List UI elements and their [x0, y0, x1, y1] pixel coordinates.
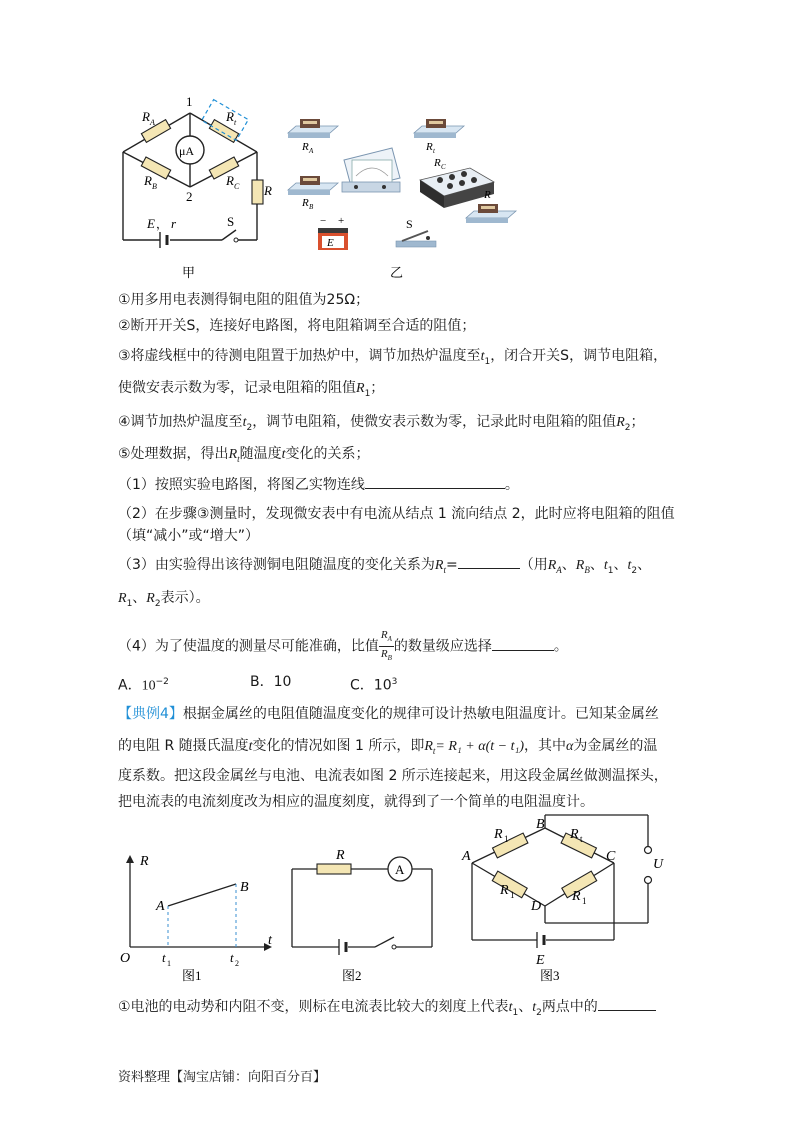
- fig3-label-R1a: R: [494, 827, 503, 842]
- caption-jia: 甲: [182, 265, 196, 280]
- step-3-text-a: ③将虚线框中的待测电阻置于加热炉中，调节加热炉温度至: [118, 348, 481, 364]
- example4-text-1: 根据金属丝的电阻值随温度变化的规律可设计热敏电阻温度计。已知某金属丝: [182, 706, 659, 722]
- step-3-text-b: ，闭合开关S，调节电阻箱，: [490, 348, 668, 364]
- q3-sep-1: 、: [561, 557, 576, 573]
- yi-sub-B: B: [309, 203, 314, 211]
- label-RB-sub: B: [152, 182, 157, 191]
- ratio-num-sub: A: [387, 635, 392, 644]
- q3-sym-R2-sub: 2: [154, 598, 161, 609]
- question-3-text-b: （用: [519, 557, 548, 573]
- fig1-label-t: t: [268, 933, 272, 948]
- example4-tag: 【典例4】: [118, 706, 183, 722]
- yi-label-R: R: [484, 189, 491, 201]
- fig3-label-C: C: [606, 849, 616, 864]
- yi-label-E: E: [327, 237, 334, 249]
- q3-sym-RA-sub: A: [556, 564, 562, 575]
- sym-Rt-sub: t: [237, 453, 240, 464]
- fig3-label-B: B: [536, 817, 545, 832]
- fig1-label-B: B: [240, 880, 249, 895]
- ex4-sym-t: t: [248, 739, 253, 754]
- example4-text-4: 把电流表的电流刻度改为相应的温度刻度，就得到了一个简单的电阻温度计。: [118, 794, 594, 810]
- step-4-text-b: ，调节电阻箱，使微安表示数为零，记录此时电阻箱的阻值: [252, 414, 617, 430]
- sym-t1-sub: 1: [484, 356, 491, 367]
- option-C-value: 10: [373, 677, 392, 694]
- option-A-exp: −2: [155, 677, 169, 687]
- ratio-num: R: [380, 629, 388, 641]
- final-sym-t2-sub: 2: [536, 1007, 542, 1018]
- option-A-label: A．: [118, 677, 142, 694]
- q3-sym-Rt: R: [434, 558, 444, 573]
- q3-sym-R2: R: [146, 591, 155, 606]
- sym-t1: t: [480, 349, 485, 364]
- label-S: S: [227, 214, 235, 229]
- step-4-text-c: ；: [630, 414, 645, 430]
- fig3-label-R1c-sub: 1: [582, 896, 587, 906]
- yi-label-Rt: R: [426, 141, 433, 153]
- node-1: 1: [186, 94, 193, 109]
- fig3-label-E: E: [536, 953, 545, 968]
- sym-t2: t: [242, 415, 247, 430]
- final-question: [118, 996, 656, 1023]
- label-Rt-sub: t: [234, 118, 237, 127]
- step-1-text: ①用多用电表测得铜电阻的阻值为25Ω；: [118, 292, 370, 308]
- question-1-text: （1）按照实验电路图，将图乙实物连线: [118, 477, 365, 493]
- fig3-label-Rt: R: [570, 827, 579, 842]
- fig3-resistor-Rt: [561, 833, 596, 858]
- fig3-terminal-top: [645, 847, 652, 854]
- example4-text-2c: ，其中: [524, 738, 567, 754]
- yi-label-RC: R: [434, 157, 441, 169]
- sym-R1: R: [356, 381, 365, 396]
- answer-blank-final[interactable]: [598, 996, 656, 1011]
- q3-sep-2: 、: [589, 557, 604, 573]
- fig3-label-R1b-sub: 1: [510, 890, 515, 900]
- q3-sep-5: 、: [132, 590, 147, 606]
- q3-sym-RA: R: [547, 558, 557, 573]
- label-r: r: [171, 216, 177, 231]
- final-sym-t1-sub: 1: [512, 1007, 519, 1018]
- q3-sym-t2-sub: 2: [631, 565, 638, 576]
- step-3-text-c: 使微安表示数为零，记录电阻箱的阻值: [118, 380, 356, 396]
- ratio-den-sub: B: [387, 654, 392, 663]
- q3-sym-RB-sub: B: [584, 564, 590, 575]
- step-5-text-b: 随温度: [239, 446, 282, 462]
- fig3-label-R1a-sub: 1: [504, 834, 509, 844]
- fig1-label-t1-sub: 1: [167, 959, 171, 968]
- ex4-formula: = R₁ + α(t − t₁): [435, 739, 525, 754]
- question-3-text: （3）由实验得出该待测铜电阻随温度的变化关系为: [118, 557, 435, 573]
- sym-Rt: R: [228, 447, 238, 462]
- label-R: R: [264, 183, 272, 198]
- fig3-label-Rt-sub: t: [580, 834, 583, 844]
- sym-R2: R: [616, 415, 625, 430]
- yi-sub-A: A: [309, 147, 314, 155]
- sym-t2-sub: 2: [246, 422, 253, 433]
- q3-sym-RB: R: [575, 558, 585, 573]
- final-question-text: ①电池的电动势和内阻不变，则标在电流表比较大的刻度上代表: [118, 999, 509, 1015]
- option-C-label: C．: [350, 677, 374, 694]
- node-2: 2: [186, 189, 193, 204]
- fig1-caption: 图1: [182, 968, 202, 983]
- example4-text-3: 度系数。把这段金属丝与电池、电流表如图 2 所示连接起来，用这段金属丝做测温探头，: [118, 768, 668, 784]
- sym-R1-sub: 1: [364, 388, 371, 399]
- fig2-caption: 图2: [342, 968, 362, 983]
- footer-text: 资料整理【淘宝店铺：向阳百分百】: [118, 1070, 327, 1085]
- fig1-label-O: O: [120, 951, 131, 966]
- step-3-text-d: ；: [370, 380, 385, 396]
- question-1-end: 。: [504, 477, 519, 493]
- fig3-label-R1b: R: [500, 883, 509, 898]
- yi-label-RB: R: [302, 197, 309, 209]
- sym-R2-sub: 2: [624, 422, 631, 433]
- ex4-alpha: α: [566, 739, 574, 754]
- q3-sym-R1: R: [118, 591, 127, 606]
- yi-label-plus: +: [338, 215, 345, 227]
- fig3-label-U: U: [653, 857, 664, 872]
- footer-note: [118, 1068, 326, 1088]
- sym-t: t: [281, 447, 286, 462]
- final-sym-t1: t: [508, 1000, 513, 1015]
- fig3-label-A: A: [462, 849, 471, 864]
- meter-label: μA: [179, 144, 195, 158]
- fig2-meter-label: A: [395, 862, 405, 877]
- fig1-label-t2: t: [230, 950, 234, 965]
- question-4-text-b: 的数量级应选择: [393, 638, 492, 655]
- q3-sep-4: 、: [637, 557, 652, 573]
- step-5-text-a: ⑤处理数据，得出: [118, 446, 229, 462]
- label-Rt: R: [226, 109, 234, 124]
- label-comma: ，: [156, 217, 169, 231]
- final-sep: 、: [518, 999, 533, 1015]
- question-4-end: 。: [553, 638, 568, 655]
- fig1-label-R: R: [140, 854, 149, 869]
- label-RB: R: [144, 173, 152, 188]
- q3-sym-R1-sub: 1: [126, 598, 133, 609]
- label-RA-sub: A: [150, 118, 155, 127]
- step-2-text: ②断开开关S，连接好电路图，将电阻箱调至合适的阻值；: [118, 318, 476, 334]
- q3-sep-3: 、: [613, 557, 628, 573]
- q3-sym-t1: t: [603, 558, 608, 573]
- option-A-value: 10: [141, 678, 156, 694]
- example4-text-2b: 变化的情况如图 1 所示，即: [252, 738, 425, 754]
- question-3-text-c: 表示）。: [160, 590, 210, 606]
- option-C-exp: 3: [391, 677, 398, 687]
- q3-equals: =: [445, 557, 458, 573]
- final-sym-t2: t: [532, 1000, 537, 1015]
- q3-sym-t1-sub: 1: [607, 565, 614, 576]
- label-RC-sub: C: [234, 182, 240, 191]
- label-RC: R: [226, 173, 234, 188]
- ratio-den: R: [380, 648, 388, 661]
- question-4-text: （4）为了使温度的测量尽可能准确，比值: [118, 638, 379, 655]
- fig1-label-t1: t: [162, 950, 166, 965]
- fig3-terminal-bottom: [645, 877, 652, 884]
- step-5-text-c: 变化的关系；: [285, 446, 370, 462]
- yi-sub-C: C: [441, 163, 446, 171]
- fig1-label-t2-sub: 2: [235, 959, 239, 968]
- fig1-label-A: A: [156, 899, 165, 914]
- fig3-label-D: D: [531, 899, 542, 914]
- step-4-text-a: ④调节加热炉温度至: [118, 414, 243, 430]
- example4-text-2a: 的电阻 R 随摄氏温度: [118, 738, 249, 754]
- yi-label-minus: −: [320, 215, 327, 227]
- yi-sub-t: t: [433, 147, 435, 155]
- yi-label-S: S: [406, 217, 413, 231]
- q3-sym-t2: t: [627, 558, 632, 573]
- ex4-formula-sub: t: [432, 745, 436, 756]
- fig2-label-R: R: [336, 848, 345, 863]
- q3-sym-Rt-sub: t: [443, 564, 446, 575]
- label-E: E: [147, 216, 155, 231]
- final-question-tail: 两点中的: [541, 999, 598, 1015]
- question-2-text: （2）在步骤③测量时，发现微安表中有电流从结点 1 流向结点 2，此时应将电阻箱的阻值: [118, 506, 675, 522]
- fig3-caption: 图3: [540, 968, 560, 983]
- option-B-label: B．10: [250, 674, 292, 690]
- label-RA: R: [142, 109, 150, 124]
- question-2-hint-text: （填“减小”或“增大”）: [118, 528, 260, 544]
- caption-yi: 乙: [390, 265, 404, 280]
- yi-label-RA: R: [302, 141, 309, 153]
- example4-text-2d: 为金属丝的温: [573, 738, 658, 754]
- ex4-formula-R: R: [424, 739, 433, 754]
- fig3-label-R1c: R: [572, 889, 581, 904]
